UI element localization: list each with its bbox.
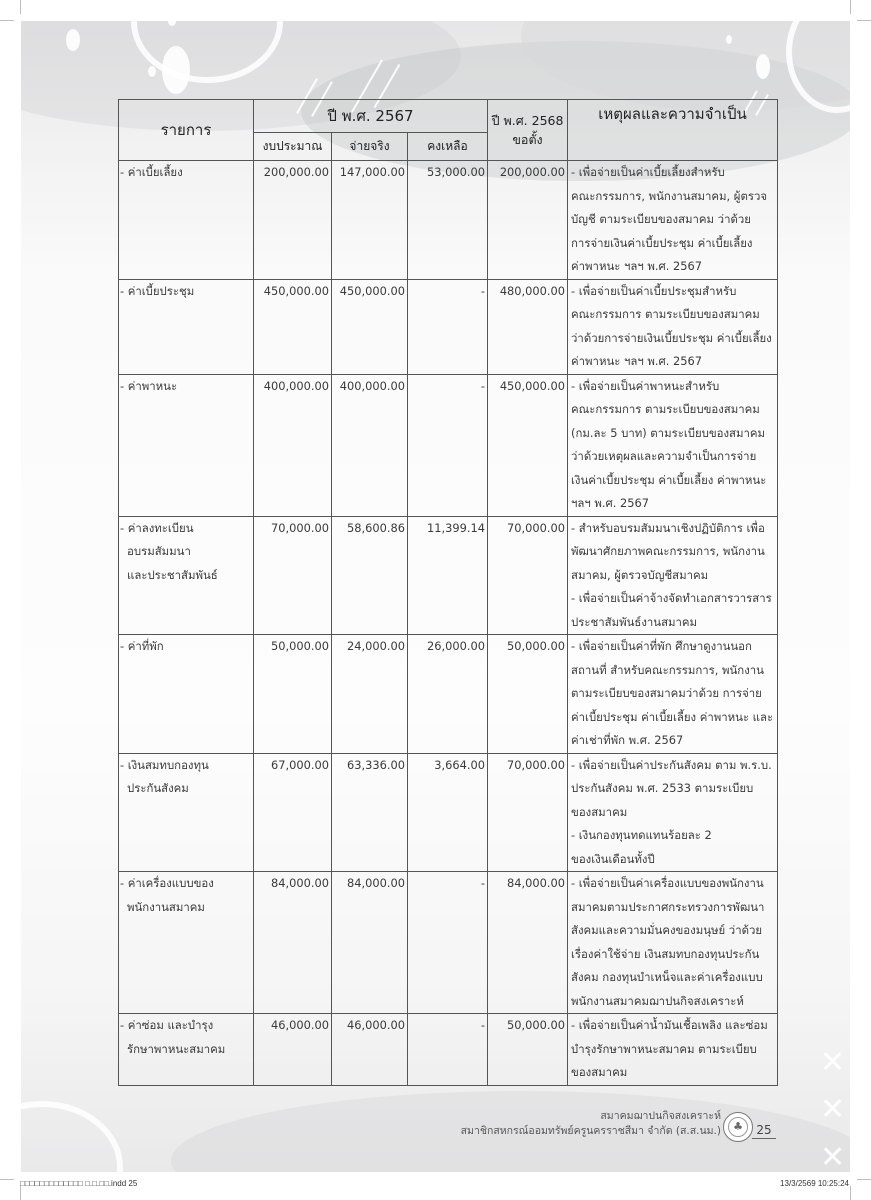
budget-cell: 46,000.00 [254, 1014, 332, 1086]
org-subtitle: สมาชิกสหกรณ์ออมทรัพย์ครูนครราชสีมา จำกัด (ส.ส.นม.) [460, 1125, 721, 1137]
request-cell: 200,000.00 [488, 161, 568, 280]
reason-line: สมาคม, ผู้ตรวจบัญชีสมาคม [571, 567, 709, 582]
request-cell: 70,000.00 [488, 516, 568, 635]
header-year-2568 [488, 100, 568, 161]
header-year-2567: ปี พ.ศ. 2567 [254, 100, 488, 133]
crop-mark [850, 1186, 851, 1200]
remaining-cell: - [408, 1014, 488, 1086]
decorative-x-icon: ✕ [820, 1092, 846, 1127]
budget-cell: 400,000.00 [254, 374, 332, 516]
reason-line: ประชาสัมพันธ์งานสมาคม [571, 614, 698, 629]
actual-cell: 84,000.00 [332, 872, 408, 1014]
item-label: พนักงานสมาคม [127, 899, 205, 914]
tree-icon: ♣ [733, 1120, 743, 1133]
reason-line: - สำหรับอบรมสัมมนาเชิงปฏิบัติการ เพื่อ [571, 520, 765, 535]
decorative-dot [756, 54, 770, 79]
reason-line: สังคมและความมั่นคงของมนุษย์ ว่าด้วย [571, 923, 763, 937]
header-item: รายการ [119, 100, 254, 161]
reason-line: - เพื่อจ่ายเป็นค่าพาหนะสำหรับ [571, 378, 720, 393]
reason-line: - เพื่อจ่ายเป็นค่าเบี้ยเลี้ยงสำหรับ [571, 165, 725, 179]
reason-line: บำรุงรักษาพาหนะสมาคม ตามระเบียบ [571, 1041, 757, 1056]
reason-line: - เพื่อจ่ายเป็นค่าน้ำมันเชื้อเพลิง และซ่อม [571, 1018, 768, 1032]
org-name: สมาคมฌาปนกิจสงเคราะห์ [600, 1110, 721, 1122]
request-cell: 50,000.00 [488, 1014, 568, 1086]
reason-cell [568, 516, 778, 635]
reason-line: ของเงินเดือนทั้งปี [571, 851, 655, 866]
reason-cell [568, 374, 778, 516]
reason-line: ค่าเช่าที่พัก พ.ศ. 2567 [571, 733, 684, 747]
crop-mark [0, 20, 14, 21]
reason-line: พัฒนาศักยภาพคณะกรรมการ, พนักงาน [571, 544, 765, 558]
item-label: - ค่าเบี้ยเลี้ยง [120, 165, 183, 179]
crop-mark [857, 1179, 871, 1180]
decorative-ring [21, 1101, 123, 1172]
decorative-x-icon: ✕ [820, 1045, 846, 1080]
reason-line: - เพื่อจ่ายเป็นค่าจ้างจัดทำเอกสารวารสาร [571, 591, 772, 605]
budget-cell: 70,000.00 [254, 516, 332, 635]
reason-line: การจ่ายเงินค่าเบี้ยประชุม ค่าเบี้ยเลี้ยง [571, 235, 753, 250]
reason-line: คณะกรรมการ ตามระเบียบของสมาคม [571, 307, 760, 321]
header-remaining: คงเหลือ [408, 133, 488, 161]
item-label: อบรมสัมมนา [127, 544, 191, 558]
reason-line: ของสมาคม [571, 804, 628, 819]
header-reason: เหตุผลและความจำเป็น [568, 100, 778, 161]
table-row [119, 753, 778, 872]
reason-line: - เพื่อจ่ายเป็นค่าเครื่องแบบของพนักงาน [571, 876, 764, 890]
request-cell: 70,000.00 [488, 753, 568, 872]
request-cell: 480,000.00 [488, 279, 568, 374]
item-label: รักษาพาหนะสมาคม [127, 1041, 226, 1056]
item-label: - ค่าเครื่องแบบของ [120, 876, 214, 890]
budget-cell: 50,000.00 [254, 635, 332, 754]
item-cell [119, 374, 254, 516]
remaining-cell: 3,664.00 [408, 753, 488, 872]
item-label: - ค่าเบี้ยประชุม [120, 283, 195, 298]
reason-line: - เพื่อจ่ายเป็นค่าเบี้ยประชุมสำหรับ [571, 283, 737, 298]
reason-line: (กม.ละ 5 บาท) ตามระเบียบของสมาคม [571, 425, 766, 440]
budget-table [118, 99, 778, 1086]
table-header-row [119, 100, 778, 133]
print-slug-timestamp: 13/3/2569 10:25:24 [780, 1179, 849, 1188]
item-cell [119, 1014, 254, 1086]
reason-line: สมาคมตามประกาศกระทรวงการพัฒนา [571, 899, 765, 914]
reason-line: ค่าพาหนะ ฯลฯ พ.ศ. 2567 [571, 259, 702, 273]
item-cell [119, 161, 254, 280]
item-cell [119, 279, 254, 374]
table-row [119, 1014, 778, 1086]
item-cell [119, 635, 254, 754]
reason-line: ฯลฯ พ.ศ. 2567 [571, 496, 650, 510]
item-label: - ค่าพาหนะ [120, 378, 178, 393]
request-cell: 450,000.00 [488, 374, 568, 516]
decorative-x-icon: ✕ [820, 1140, 846, 1172]
budget-cell: 67,000.00 [254, 753, 332, 872]
item-label: และประชาสัมพันธ์ [127, 567, 218, 582]
budget-cell: 450,000.00 [254, 279, 332, 374]
association-seal-icon [723, 1112, 753, 1142]
page-number: 25 [752, 1123, 776, 1139]
reason-line: ตามระเบียบของสมาคมว่าด้วย การจ่าย [571, 686, 762, 700]
request-cell: 50,000.00 [488, 635, 568, 754]
reason-cell [568, 1014, 778, 1086]
item-cell [119, 753, 254, 872]
actual-cell: 24,000.00 [332, 635, 408, 754]
decorative-dot [726, 35, 732, 44]
crop-mark [0, 1179, 14, 1180]
reason-line: พนักงานสมาคมฌาปนกิจสงเคราะห์ [571, 993, 744, 1008]
reason-line: คณะกรรมการ ตามระเบียบของสมาคม [571, 402, 760, 416]
reason-line: - เพื่อจ่ายเป็นค่าที่พัก ศึกษาดูงานนอก [571, 639, 752, 653]
footer-organization [461, 1109, 721, 1139]
crop-mark [850, 0, 851, 14]
crop-mark [20, 1186, 21, 1200]
actual-cell: 147,000.00 [332, 161, 408, 280]
remaining-cell: - [408, 279, 488, 374]
header-actual: จ่ายจริง [332, 133, 408, 161]
decorative-dot [162, 46, 190, 94]
reason-line: ว่าด้วยการจ่ายเงินเบี้ยประชุม ค่าเบี้ยเลี้ยง [571, 330, 772, 345]
reason-line: ค่าพาหนะ ฯลฯ พ.ศ. 2567 [571, 354, 702, 368]
item-label: - เงินสมทบกองทุน [120, 757, 209, 772]
reason-cell [568, 635, 778, 754]
table-row [119, 516, 778, 635]
reason-line: ประกันสังคม พ.ศ. 2533 ตามระเบียบ [571, 781, 754, 795]
item-cell [119, 516, 254, 635]
table-row [119, 161, 778, 280]
decorative-dot [66, 29, 80, 51]
table-row [119, 635, 778, 754]
reason-cell [568, 753, 778, 872]
reason-line: ค่าเบี้ยประชุม ค่าเบี้ยเลี้ยง ค่าพาหนะ และ [571, 709, 774, 724]
decorative-dot [148, 66, 156, 77]
crop-mark [20, 0, 21, 14]
remaining-cell: - [408, 872, 488, 1014]
table-row [119, 872, 778, 1014]
remaining-cell: 53,000.00 [408, 161, 488, 280]
reason-line: สถานที่ สำหรับคณะกรรมการ, พนักงาน [571, 662, 764, 677]
crop-mark [857, 20, 871, 21]
reason-cell [568, 872, 778, 1014]
reason-cell [568, 161, 778, 280]
actual-cell: 400,000.00 [332, 374, 408, 516]
reason-line: ของสมาคม [571, 1065, 628, 1079]
item-label: - ค่าลงทะเบียน [120, 520, 194, 535]
table-row [119, 374, 778, 516]
actual-cell: 450,000.00 [332, 279, 408, 374]
table-row [119, 279, 778, 374]
item-label: - ค่าที่พัก [120, 639, 164, 653]
reason-cell [568, 279, 778, 374]
budget-cell: 84,000.00 [254, 872, 332, 1014]
item-label: - ค่าซ่อม และบำรุง [120, 1018, 214, 1032]
reason-line: ว่าด้วยเหตุผลและความจำเป็นการจ่าย [571, 449, 757, 463]
actual-cell: 58,600.86 [332, 516, 408, 635]
item-label: ประกันสังคม [127, 781, 189, 795]
remaining-cell: 11,399.14 [408, 516, 488, 635]
actual-cell: 46,000.00 [332, 1014, 408, 1086]
actual-cell: 63,336.00 [332, 753, 408, 872]
reason-line: - เงินกองทุนทดแทนร้อยละ 2 [571, 828, 712, 842]
reason-line: เงินค่าเบี้ยประชุม ค่าเบี้ยเลี้ยง ค่าพาหนะ [571, 472, 767, 487]
header-year-2568-request: ขอตั้ง [512, 132, 543, 147]
remaining-cell: 26,000.00 [408, 635, 488, 754]
item-cell [119, 872, 254, 1014]
budget-cell: 200,000.00 [254, 161, 332, 280]
print-slug-file: □□□□□□□□□□□□□ □.□.□□.indd 25 [20, 1179, 138, 1188]
reason-line: เรื่องค่าใช้จ่าย เงินสมทบกองทุนประกัน [571, 946, 760, 961]
reason-line: - เพื่อจ่ายเป็นค่าประกันสังคม ตาม พ.ร.บ. [571, 757, 772, 772]
header-year-2568-title: ปี พ.ศ. 2568 [491, 113, 564, 128]
reason-line: คณะกรรมการ, พนักงานสมาคม, ผู้ตรวจ [571, 188, 768, 203]
request-cell: 84,000.00 [488, 872, 568, 1014]
header-budget: งบประมาณ [254, 133, 332, 161]
reason-line: บัญชี ตามระเบียบของสมาคม ว่าด้วย [571, 212, 751, 226]
reason-line: สังคม กองทุนบำเหน็จและค่าเครื่องแบบ [571, 970, 763, 984]
remaining-cell: - [408, 374, 488, 516]
